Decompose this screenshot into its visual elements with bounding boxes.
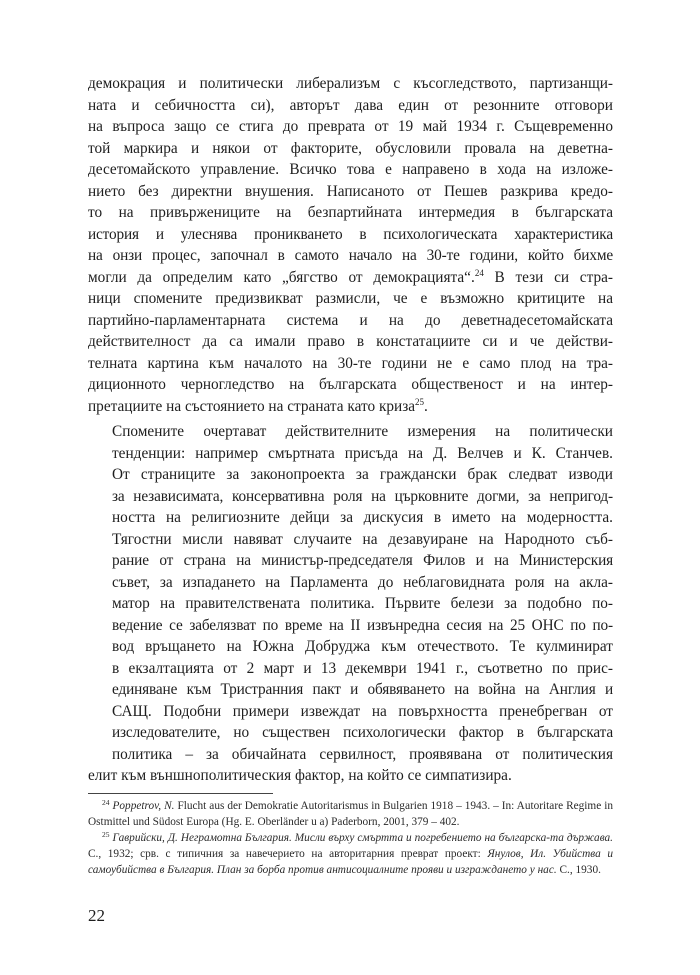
page-number: 22 xyxy=(88,906,105,925)
text-line: политика – за обичайната сервилност, проявявана от политическия xyxy=(112,745,613,763)
text-line: вод връщането на Южна Добруджа към отечеството. Те кулминират xyxy=(112,638,613,655)
page-content xyxy=(88,73,613,878)
text-line: на въпроса защо се стига до превратa от 19 май 1934 г. Същевременно xyxy=(88,118,613,135)
text-line: единяване към Тристранния пакт и обявяването на война на Англия и xyxy=(112,681,613,698)
text-line: съвет, за изпадането на Парламента до неблаговидната роля на акла- xyxy=(112,573,613,591)
footnote-text: С., 1930. xyxy=(556,863,601,876)
text-line: той маркира и някои от факторите, обусловили провала на деветна- xyxy=(88,139,613,157)
text-line: Тягостни мисли навяват случаите на дезавуиране на Народното съб- xyxy=(112,530,613,548)
footnote-author: Poppetrov, N. xyxy=(112,799,175,812)
text-line: изследователите, но съществен психологически фактор в българската xyxy=(112,724,613,741)
text-line: САЩ. Подобни примери извеждат на повърхността пренебрегван от xyxy=(112,702,613,720)
text-line: в екзалтацията от 2 март и 13 декември 1941 г., съответно по прис- xyxy=(112,659,613,677)
text-line: ната и себичността си), авторът дава един от резонните отговори xyxy=(88,96,613,114)
text-segment: В тези си стра- xyxy=(483,268,613,286)
text-line: демокрация и политически либерализъм с късогледството, партизанщи- xyxy=(88,75,613,92)
footnote-25 xyxy=(88,830,613,878)
footnote-ref-25[interactable]: 25 xyxy=(415,396,425,407)
text-line: телната картина към началото на 30-те години не е само плод на тра- xyxy=(88,354,613,372)
footnote-24 xyxy=(88,798,613,830)
body-paragraph-2-end xyxy=(88,765,613,787)
text-line: диционното черногледство на българската общественост и на интер- xyxy=(88,376,613,393)
text-line: нието без директни внушения. Написаното от Пешев разкрива кредо- xyxy=(88,182,613,200)
text-line xyxy=(88,267,613,289)
text-line: партийно-парламентарната система и на до деветнадесетомайската xyxy=(88,311,613,329)
footnote-author: Гаврийски, Д. xyxy=(112,831,178,844)
text-line: Спомените очертават действителните измерения на политически xyxy=(112,423,613,440)
footnote-author: Янулов, Ил. xyxy=(487,847,547,860)
text-segment: . xyxy=(424,397,428,415)
text-line: елит към външнополитическия фактор, на който се симпатизира. xyxy=(88,767,512,784)
text-line: то на привържениците на безпартийната интермедия в българската xyxy=(88,204,613,221)
text-line: От страниците за законопроекта за граждански брак следват изводи xyxy=(112,466,613,483)
text-segment: могли да определим като „бягство от демокрацията“. xyxy=(88,268,475,286)
footnote-ref-24[interactable]: 24 xyxy=(474,267,484,278)
text-line: за независимата, консервативна роля на църковните догми, за непригод- xyxy=(112,487,613,505)
footnote-text: С., 1932; срв. с типичния за навечерието на авторитарния преврат проект: xyxy=(88,847,488,860)
footnote-title: Убийства и самоубийства в България. План за борба против антисоциалните прояви и изграждането у нас. xyxy=(88,847,613,876)
body-paragraph-1-end xyxy=(88,396,613,418)
text-line: тенденции: например смъртната присъда на Д. Велчев и К. Станчев. xyxy=(112,444,613,462)
footnote-text: Flucht aus der Demokratie Autoritarismus in Bulgarien 1918 – 1943. – In: Autoritare Regime in Ostmittel und Südost Europa (Hg. E. Oberländer u a) Paderborn, 2001, 379 – 402. xyxy=(88,799,613,828)
footnote-title: Неграмотна България. Мисли върху смъртта и погребението на българска-та държава. xyxy=(177,831,613,844)
body-paragraph-2 xyxy=(88,421,613,765)
text-segment: претациите на състоянието на страната като криза xyxy=(88,397,416,415)
text-line: на онзи процес, започнал в самото начало на 30-те години, който бихме xyxy=(88,247,613,264)
footnote-number: 25 xyxy=(102,829,110,839)
text-line: ведение се забелязват по време на II извънредна сесия на 25 ОНС по по- xyxy=(112,616,613,634)
text-line: ността на религиозните дейци за дискусия в името на модерността. xyxy=(112,509,613,526)
text-line: действителност да са имали право в констатациите си и че действи- xyxy=(88,333,613,350)
text-line: ници спомените предизвикват размисли, че е възможно критиците на xyxy=(88,290,613,307)
text-line: десетомайското управление. Всичко това е направено в хода на изложе- xyxy=(88,161,613,178)
body-paragraph-1 xyxy=(88,73,613,396)
text-line: история и улеснява проникването в психологическата характеристика xyxy=(88,225,613,243)
text-line: рание от страна на министър-председателя Филов и на Министерския xyxy=(112,552,613,569)
footnote-divider xyxy=(88,793,273,794)
text-line: матор на правителствената политика. Първите белези за подобно по- xyxy=(112,595,613,612)
footnote-number: 24 xyxy=(102,797,110,807)
